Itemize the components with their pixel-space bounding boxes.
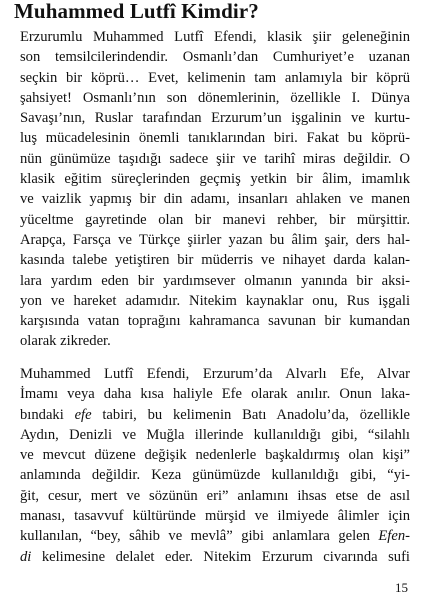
text-line: olarak zikreder. [20, 333, 111, 350]
text-line: luş mücadelesinin önemli tanıklarından biri. Fakat bu köprü- [20, 130, 410, 147]
page-number: 15 [395, 580, 408, 595]
text-line: di kelimesine delalet eder. Nitekim Erzurum civarında sufi [20, 548, 410, 565]
text-line: kasında talebe yetiştiren bir müderris ve nihayet darda kalan- [20, 252, 410, 269]
text-line: yüceltme gayretinde olan bir manevi rehber, bir mürşittir. [20, 211, 410, 228]
paragraph-2 [20, 364, 410, 567]
text-line: seçkin bir köprü… Evet, kelimenin tam anlamıyla bir köprü [20, 69, 410, 86]
text-line: lara yardım eden bir yardımsever olmanın yanında bir aksi- [20, 272, 410, 289]
text-line: ğit, cesur, mert ve sözünün eri” anlamını ihsas etse de asıl [20, 487, 410, 504]
text-line: Savaşı’nın, Ruslar tarafından Erzurum’un işgalinin ve kurtu- [20, 110, 410, 127]
text-line: anlamında değildir. Keza günümüzde kullanıldığı gibi, “yi- [20, 467, 410, 484]
text-line: İmamı veya daha kısa haliyle Efe olarak anılır. Onun laka- [20, 386, 410, 403]
emphasized-word: Efen- [378, 528, 410, 545]
text-line: Aydın, Denizli ve Muğla illerinde kullanıldığı gibi, “silahlı [20, 426, 410, 443]
text-line: Erzurumlu Muhammed Lutfî Efendi, klasik şiir geleneğinin [20, 29, 410, 45]
text-line: bındaki efe tabiri, bu kelimenin Batı Anadolu’da, özellikle [20, 406, 410, 423]
text-line: nün günümüze taşıdığı sadece şiir ve tarihî miras değildir. O [20, 150, 410, 167]
text-line: Muhammed Lutfî Efendi, Erzurum’da Alvarlı Efe, Alvar [20, 366, 410, 382]
text-line: ve mevcut düzene değişik nedenlerle başkaldırmış olan kişi” [20, 447, 410, 464]
text-line: karşısında vatan toprağını kahramanca savunan bir kumandan [20, 313, 410, 330]
emphasized-word: efe [74, 406, 92, 423]
emphasized-word: di [20, 548, 32, 565]
text-line: son temsilcilerindendir. Osmanlı’dan Cumhuriyet’e uzanan [20, 49, 410, 66]
text-line: ve vaizlik yapmış bir din adamı, insanları ahlaken ve manen [20, 191, 410, 208]
section-heading: Muhammed Lutfî Kimdir? [14, 0, 259, 23]
text-line: manası, tasavvuf kültüründe mürşid ve ilmiyede âlimler için [20, 508, 410, 525]
text-line: Arapça, Farsça ve Türkçe şiirler yazan bu âlim şair, ders hal- [20, 231, 410, 248]
paragraph-1 [20, 27, 410, 352]
text-line: kullanılan, “bey, sâhib ve mevlâ” gibi anlamlara gelen Efen- [20, 528, 410, 545]
text-line: klasik eğitim süreçlerinden geçmiş yetkin bir âlim, imamlık [20, 171, 410, 188]
text-line: şahsiyet! Osmanlı’nın son dönemlerinin, özellikle I. Dünya [20, 89, 410, 106]
text-line: yon ve hareket adamıdır. Nitekim kaynaklar onu, Rus işgali [20, 292, 410, 309]
